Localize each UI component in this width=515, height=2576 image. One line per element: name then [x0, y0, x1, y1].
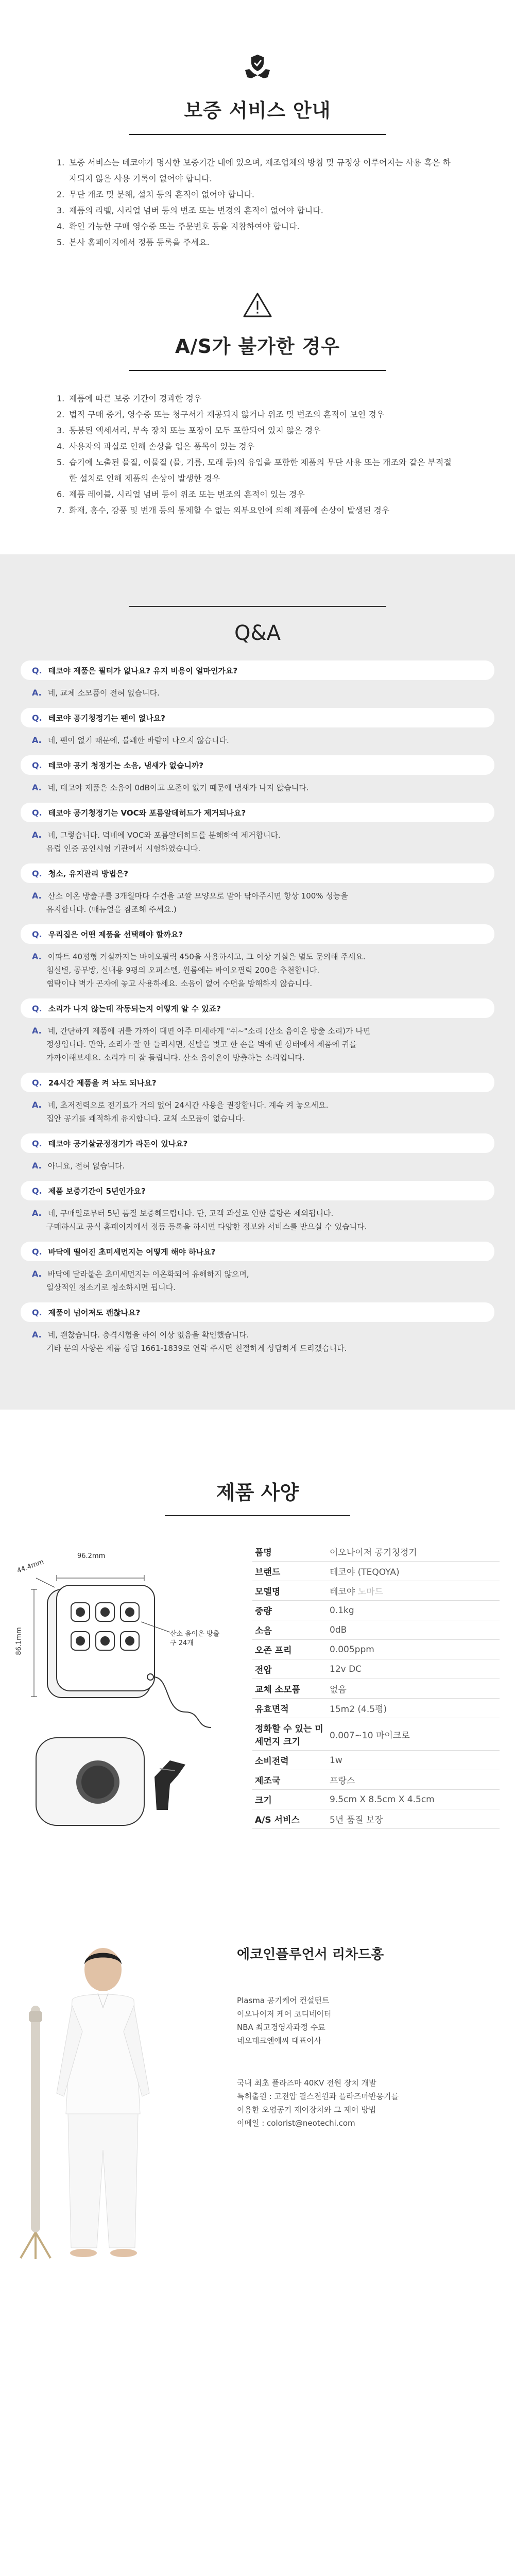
qa-answer [21, 1153, 494, 1181]
item-number: 1. [57, 394, 65, 403]
spec-label: 브랜드 [255, 1567, 281, 1578]
warning-icon [0, 292, 515, 318]
consultant-line: 특허출원 : 고전압 필스전원과 플라즈마반응기를 [237, 2092, 399, 2101]
qa-title: Q&A [234, 621, 281, 645]
spec-row [252, 1640, 500, 1659]
answer-text: 네, 교체 소모품이 전혀 없습니다. [47, 688, 160, 698]
item-text: 사용자의 과실로 인해 손상을 입은 품목이 있는 경우 [69, 442, 255, 451]
spec-row [252, 1581, 500, 1601]
a-marker: A. [32, 830, 42, 840]
warranty-item [57, 234, 458, 250]
qa-answer [21, 822, 494, 863]
answer-line [32, 1024, 494, 1038]
spec-row [252, 1718, 500, 1751]
item-number: 3. [57, 206, 65, 215]
spec-row [252, 1699, 500, 1718]
spec-value-text: 없음 [330, 1685, 347, 1695]
answer-line: 가까이해보세요. 소리가 더 잘 들립니다. 산소 음이온이 방출하는 소리입니다. [46, 1053, 305, 1062]
spec-value-text: 0dB [330, 1624, 347, 1635]
a-marker: A. [32, 891, 42, 901]
qa-question [21, 1073, 494, 1092]
as-list [57, 391, 458, 518]
a-marker: A. [32, 1208, 42, 1218]
answer-text: 바닥에 달라붙은 초미세먼지는 이온화되어 유해하지 않으며, [47, 1269, 249, 1279]
consultant-line: 이메일 : colorist@neotechi.com [237, 2119, 355, 2128]
spec-value [330, 1809, 500, 1828]
dim-note: 산소 음이온 방출구 24개 [170, 1630, 220, 1647]
answer-line: 일상적인 청소기로 청소하시면 됩니다. [46, 1283, 176, 1292]
spec-row [252, 1790, 500, 1809]
spec-row [252, 1659, 500, 1679]
consultant-line: 국내 최초 플라즈마 40KV 전원 장치 개발 [237, 2078, 376, 2088]
answer-line [32, 950, 494, 963]
a-marker: A. [32, 1100, 42, 1110]
answer-line: 구매하시고 공식 홈페이지에서 정품 등록을 하시면 다양한 정보와 서비스를 받으실 수 있습니다. [46, 1222, 367, 1231]
spec-value [330, 1661, 500, 1677]
qa-question [21, 863, 494, 883]
as-item [57, 422, 458, 438]
answer-line [32, 1159, 494, 1173]
consultant-extra [237, 2076, 484, 2130]
consultant-line: 이오나이저 케어 코디네이터 [237, 2009, 332, 2019]
qa-answer [21, 944, 494, 998]
spec-row [252, 1751, 500, 1770]
a-marker: A. [32, 783, 42, 792]
answer-line: 집안 공기를 쾌적하게 유지합니다. 교체 소모품이 없습니다. [46, 1114, 245, 1123]
answer-line [32, 734, 494, 747]
answer-line [32, 1267, 494, 1281]
spec-value-text: 0.1kg [330, 1605, 354, 1616]
answer-text: 이파트 40평형 거실까지는 바이오필릭 450을 사용하시고, 그 이상 거실은 별도 문의해 주세요. [47, 952, 366, 961]
as-item [57, 502, 458, 518]
spec-value [330, 1725, 500, 1744]
qa-list [21, 660, 494, 1363]
q-marker: Q. [32, 760, 42, 770]
question-text: 청소, 유지관리 방법은? [48, 869, 128, 878]
question-text: 제품 보증기간이 5년인가요? [48, 1186, 146, 1196]
answer-line: 기타 문의 사항은 제품 상담 1661-1839로 연락 주시면 친절하게 상담하게 드리겠습니다. [46, 1344, 347, 1353]
dim-depth: 44.4mm [16, 1558, 45, 1575]
answer-line: 유지합니다. (매뉴얼을 참조해 주세요.) [46, 905, 177, 914]
a-marker: A. [32, 735, 42, 745]
qa-section [0, 554, 515, 1410]
divider [129, 134, 386, 135]
spec-section [0, 1410, 515, 1872]
spec-value [330, 1752, 500, 1769]
answer-line [32, 889, 494, 903]
spec-value-text: 테코야 (TEQOYA) [330, 1567, 400, 1578]
answer-line [32, 781, 494, 794]
answer-line: 정상입니다. 만약, 소리가 잘 안 들리시면, 신발을 벗고 한 손을 벽에 댄 상태에서 제품에 귀를 [46, 1040, 357, 1049]
qa-question [21, 1181, 494, 1200]
spec-label: 전압 [255, 1665, 272, 1675]
q-marker: Q. [32, 1138, 42, 1148]
qa-answer [21, 680, 494, 708]
as-item [57, 391, 458, 406]
item-number: 4. [57, 222, 65, 231]
as-item [57, 486, 458, 502]
qa-answer [21, 883, 494, 924]
item-number: 3. [57, 426, 65, 435]
consultant-line: Plasma 공기케어 컨설턴트 [237, 1996, 330, 2005]
answer-line [32, 1098, 494, 1112]
answer-line [32, 686, 494, 700]
answer-text: 산소 이온 방출구를 3개월마다 수건을 고깔 모양으로 말아 닦아주시면 항상 100% 성능을 [47, 891, 348, 901]
q-marker: Q. [32, 1246, 42, 1257]
item-text: 법적 구매 증거, 영수증 또는 청구서가 제공되지 않거나 위조 및 변조의 흔적이 보인 경우 [69, 410, 385, 419]
qa-question [21, 1302, 494, 1322]
consultant-line: 네오테크엔에씨 대표이사 [237, 2036, 322, 2045]
qa-question [21, 803, 494, 822]
item-text: 동봉된 액세서리, 부속 장치 또는 포장이 모두 포함되어 있지 않은 경우 [69, 426, 321, 435]
warranty-item [57, 202, 458, 218]
spec-value-sub: 노마드 [357, 1587, 383, 1597]
spec-value [330, 1562, 500, 1581]
spec-value [330, 1622, 500, 1638]
q-marker: Q. [32, 929, 42, 939]
answer-text: 네, 초저전력으로 전기료가 거의 없어 24시간 사용을 권장합니다. 계속 켜 놓으세요. [47, 1100, 329, 1110]
item-number: 2. [57, 190, 65, 199]
a-marker: A. [32, 1161, 42, 1171]
qa-question [21, 924, 494, 944]
item-text: 무단 개조 및 분해, 설치 등의 흔적이 없어야 합니다. [69, 190, 254, 199]
answer-text: 네, 구매일로부터 5년 품질 보증해드립니다. 단, 고객 과실로 인한 불량은 제외됩니다. [47, 1209, 334, 1218]
q-marker: Q. [32, 1077, 42, 1088]
item-text: 확인 가능한 구매 영수증 또는 주문번호 등을 지참하여야 합니다. [69, 222, 300, 231]
qa-question [21, 708, 494, 727]
item-text: 본사 홈페이지에서 정품 등록을 주세요. [69, 238, 210, 247]
q-marker: Q. [32, 665, 42, 675]
item-text: 화재, 홍수, 강풍 및 번개 등의 통제할 수 없는 외부요인에 의해 제품에 손상이 발생된 경우 [69, 505, 390, 515]
item-number: 5. [57, 457, 65, 467]
spec-label: 제조국 [255, 1776, 281, 1786]
answer-line [32, 1207, 494, 1220]
item-number: 6. [57, 489, 65, 499]
spec-label: 오존 프리 [255, 1646, 292, 1656]
spec-value-text: 5년 품질 보장 [330, 1815, 383, 1825]
spec-value-text: 이오나이저 공기청정기 [330, 1548, 417, 1558]
q-marker: Q. [32, 868, 42, 878]
item-number: 7. [57, 505, 65, 515]
spec-label: 소음 [255, 1626, 272, 1636]
q-marker: Q. [32, 807, 42, 818]
item-text: 제품 레이블, 시리얼 넘버 등이 위조 또는 변조의 흔적이 있는 경우 [69, 489, 305, 499]
question-text: 테코야 공기청정기는 VOC와 포름알데히드가 제거되나요? [48, 808, 246, 818]
product-drawing-icon [15, 1542, 242, 1841]
answer-text: 네, 간단하게 제품에 귀를 가까이 대면 아주 미세하게 "쉬~"소리 (산소 음이온 방출 소리)가 나면 [47, 1026, 371, 1036]
as-item [57, 438, 458, 454]
question-text: 테코야 제품은 필터가 없나요? 유지 비용이 얼마인가요? [48, 666, 238, 675]
spec-value [330, 1699, 500, 1718]
consultant-career [237, 1994, 484, 2047]
qa-question [21, 1133, 494, 1153]
spec-label: 정화할 수 있는 미세먼지 크기 [255, 1724, 323, 1747]
divider [129, 370, 386, 371]
q-marker: Q. [32, 1185, 42, 1196]
dim-height: 86.1mm [15, 1627, 23, 1655]
answer-text: 아니요, 전혀 없습니다. [47, 1161, 125, 1171]
spec-value-text: 0.005ppm [330, 1644, 374, 1655]
as-item [57, 406, 458, 422]
spec-value [330, 1679, 500, 1698]
qa-question [21, 660, 494, 680]
warranty-section [0, 0, 515, 554]
answer-text: 네, 괜찮습니다. 충격시험을 하여 이상 없음을 확인했습니다. [47, 1330, 249, 1340]
warranty-title: 보증 서비스 안내 [184, 99, 331, 122]
divider [165, 1515, 350, 1516]
answer-line: 협탁이나 벽가 곤자에 놓고 사용하세요. 소음이 없어 수면을 방해하지 않습니다. [46, 979, 313, 988]
qa-answer [21, 727, 494, 755]
question-text: 우리집은 어떤 제품을 선택해야 할까요? [48, 929, 183, 939]
spec-value-text: 15m2 (4.5평) [330, 1704, 387, 1715]
warranty-list [57, 155, 458, 250]
answer-line: 침실별, 공부방, 실내용 9평의 오피스텔, 원룸에는 바이오필릭 200을 추천합니다. [46, 965, 320, 975]
warranty-item [57, 155, 458, 187]
item-number: 5. [57, 238, 65, 247]
item-text: 제품의 라벨, 시리얼 넘버 등의 변조 또는 변경의 흔적이 없어야 합니다. [69, 206, 323, 215]
spec-row [252, 1542, 500, 1562]
consultant-info [237, 1944, 484, 2263]
spec-label: 모델명 [255, 1587, 281, 1597]
a-marker: A. [32, 1026, 42, 1036]
spec-label: 크기 [255, 1795, 272, 1806]
hands-shield-icon [0, 52, 515, 82]
answer-line [32, 828, 494, 842]
spec-label: 중량 [255, 1606, 272, 1617]
item-number: 1. [57, 158, 65, 167]
spec-label: 소비전력 [255, 1756, 289, 1767]
as-title: A/S가 불가한 경우 [175, 335, 340, 358]
spec-label: 품명 [255, 1548, 272, 1558]
consultant-line: 이용한 오염공기 재어장치와 그 제어 방법 [237, 2105, 376, 2114]
consultant-name: 에코인플루언서 리차드홍 [237, 1947, 384, 1962]
dim-width: 96.2mm [77, 1552, 106, 1560]
question-text: 테코야 공기살균정정기가 라돈이 있나요? [48, 1139, 188, 1148]
spec-label: 유효면적 [255, 1704, 289, 1715]
qa-answer [21, 1261, 494, 1302]
q-marker: Q. [32, 1307, 42, 1317]
qa-question [21, 755, 494, 775]
question-text: 24시간 제품을 켜 놔도 되나요? [48, 1078, 157, 1088]
item-number: 4. [57, 442, 65, 451]
qa-answer [21, 1200, 494, 1242]
answer-text: 네, 테코야 제품은 소음이 0dB이고 오존이 없기 때문에 냄새가 나지 않습니다. [47, 783, 309, 792]
spec-table [252, 1542, 500, 1841]
qa-question [21, 1242, 494, 1261]
answer-line [32, 1328, 494, 1342]
a-marker: A. [32, 688, 42, 698]
consultant-line: NBA 최고경영자과정 수료 [237, 2023, 325, 2032]
item-text: 보증 서비스는 테코야가 명시한 보증기간 내에 있으며, 제조업체의 방침 및 규정상 이루어지는 사용 혹은 하자되지 않은 사용 기록이 없어야 합니다. [69, 158, 451, 183]
q-marker: Q. [32, 1003, 42, 1013]
q-marker: Q. [32, 713, 42, 723]
qa-answer [21, 1092, 494, 1133]
question-text: 테코야 공기 청정기는 소음, 냄새가 없습니까? [48, 760, 204, 770]
spec-value-text: 1w [330, 1755, 342, 1766]
spec-value [330, 1602, 500, 1619]
question-text: 제품이 넘어져도 괜찮나요? [48, 1308, 141, 1317]
qa-answer [21, 1018, 494, 1073]
spec-row [252, 1620, 500, 1640]
spec-value [330, 1641, 500, 1658]
consultant-photo [0, 1944, 237, 2263]
question-text: 소리가 나지 않는데 작동되는지 어떻게 알 수 있죠? [48, 1004, 221, 1013]
spec-value [330, 1791, 500, 1808]
spec-row [252, 1562, 500, 1581]
item-number: 2. [57, 410, 65, 419]
a-marker: A. [32, 1269, 42, 1279]
answer-text: 네, 팬이 없기 때문에, 불쾌한 바람이 나오지 않습니다. [47, 736, 229, 745]
spec-label: 교체 소모품 [255, 1685, 301, 1695]
spec-value-text: 12v DC [330, 1664, 362, 1674]
spec-value [330, 1770, 500, 1789]
spec-row [252, 1770, 500, 1790]
item-text: 제품에 따른 보증 기간이 경과한 경우 [69, 394, 202, 403]
spec-value [330, 1581, 500, 1600]
question-text: 바닥에 떨어진 초미세먼지는 어떻게 해야 하나요? [48, 1247, 216, 1257]
as-item [57, 454, 458, 486]
qa-question [21, 998, 494, 1018]
a-marker: A. [32, 952, 42, 961]
spec-label: A/S 서비스 [255, 1815, 300, 1825]
spec-title: 제품 사양 [216, 1481, 299, 1504]
item-text: 습기에 노출된 물질, 이물질 (물, 기름, 모래 등)의 유입을 포함한 제품의 무단 사용 또는 개조와 같은 부적절한 설치로 인해 제품의 손상이 발생한 경우 [69, 457, 452, 483]
spec-value [330, 1542, 500, 1561]
spec-row [252, 1601, 500, 1620]
warranty-item [57, 187, 458, 202]
a-marker: A. [32, 1330, 42, 1340]
answer-text: 네, 그렇습니다. 덕네에 VOC와 포름알데히드를 분해하여 제거합니다. [47, 831, 281, 840]
product-illustration [15, 1542, 252, 1841]
spec-value-text: 테코야 [330, 1587, 358, 1597]
answer-line: 유럽 인증 공인시험 기관에서 시험하였습니다. [46, 844, 201, 853]
spec-value-text: 프랑스 [330, 1776, 355, 1786]
spec-value-text: 9.5cm X 8.5cm X 4.5cm [330, 1794, 435, 1805]
consultant-section [0, 1872, 515, 2325]
spec-row [252, 1679, 500, 1699]
warranty-item [57, 218, 458, 234]
spec-value-text: 0.007~10 마이크로 [330, 1730, 410, 1741]
qa-answer [21, 1322, 494, 1363]
qa-answer [21, 775, 494, 803]
spec-row [252, 1809, 500, 1829]
question-text: 테코야 공기청정기는 팬이 없나요? [48, 713, 165, 723]
